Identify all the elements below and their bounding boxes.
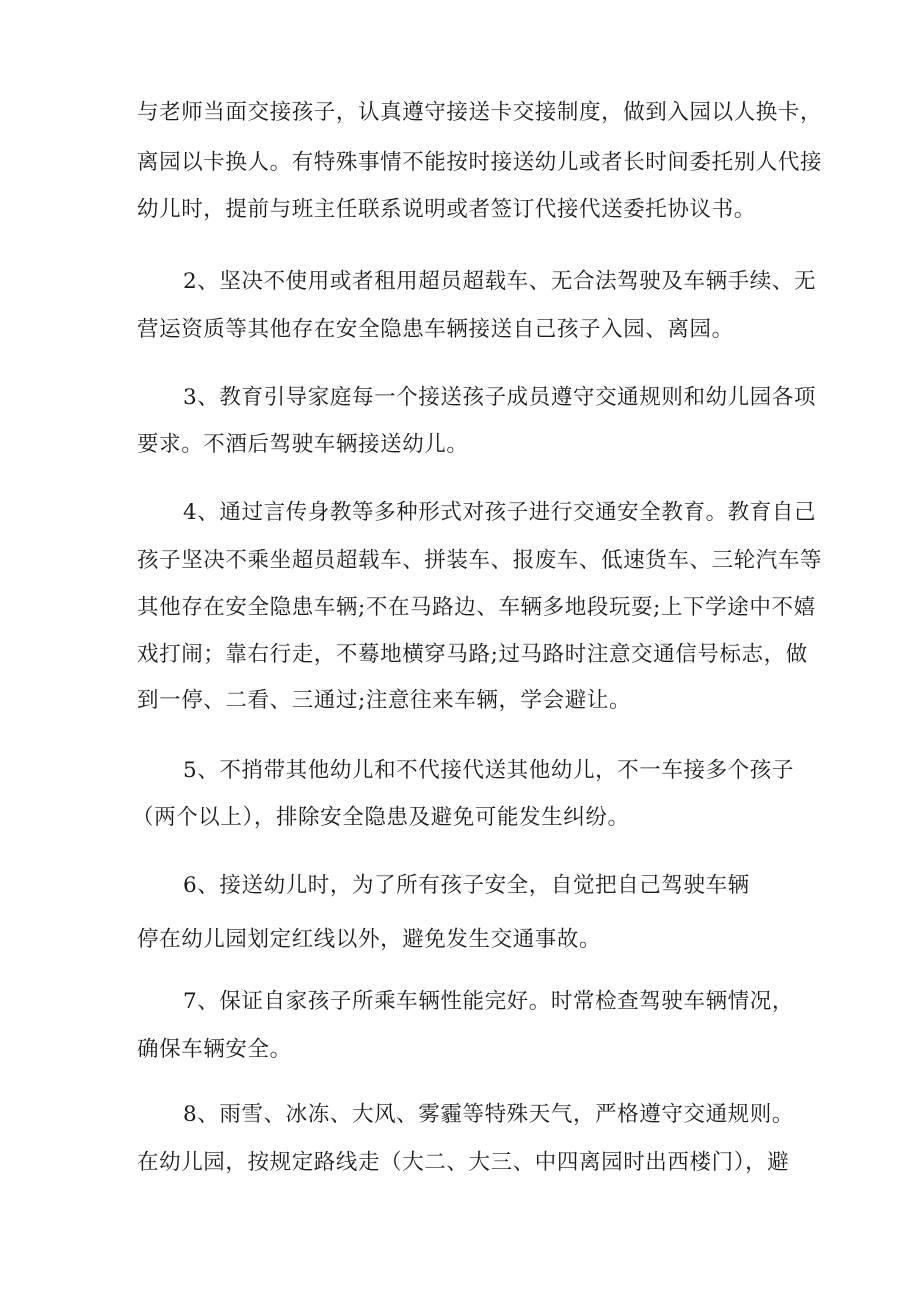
- text-line: 戏打闹；靠右行走，不蓦地横穿马路;过马路时注意交通信号标志，做: [137, 642, 808, 667]
- text-line: 停在幼儿园划定红线以外，避免发生交通事故。: [137, 927, 602, 952]
- text-line: 5、不捎带其他幼儿和不代接代送其他幼儿，不一车接多个孩子: [183, 758, 794, 783]
- text-line: 确保车辆安全。: [137, 1037, 292, 1062]
- text-line: 营运资质等其他存在安全隐患车辆接送自己孩子入园、离园。: [137, 317, 734, 342]
- text-line: 8、雨雪、冰冻、大风、雾霾等特殊天气，严格遵守交通规则。: [183, 1102, 794, 1127]
- text-line: 7、保证自家孩子所乘车辆性能完好。时常检查驾驶车辆情况，: [183, 989, 794, 1014]
- text-line: 要求。不酒后驾驶车辆接送幼儿。: [137, 432, 469, 457]
- text-line: 3、教育引导家庭每一个接送孩子成员遵守交通规则和幼儿园各项: [183, 385, 817, 410]
- text-line: 其他存在安全隐患车辆;不在马路边、车辆多地段玩耍;上下学途中不嬉: [137, 595, 816, 620]
- text-line: 与老师当面交接孩子，认真遵守接送卡交接制度，做到入园以人换卡，: [137, 100, 823, 125]
- text-line: 幼儿时，提前与班主任联系说明或者签订代接代送委托协议书。: [137, 197, 756, 222]
- text-line: 4、通过言传身教等多种形式对孩子进行交通安全教育。教育自己: [183, 500, 817, 525]
- text-line: 2、坚决不使用或者租用超员超载车、无合法驾驶及车辆手续、无: [183, 269, 817, 294]
- text-line: （两个以上），排除安全隐患及避免可能发生纠纷。: [132, 805, 630, 830]
- text-line: 离园以卡换人。有特殊事情不能按时接送幼儿或者长时间委托别人代接: [137, 150, 823, 175]
- text-line: 到一停、二看、三通过;注意往来车辆，学会避让。: [137, 688, 632, 713]
- text-line: 孩子坚决不乘坐超员超载车、拼装车、报废车、低速货车、三轮汽车等: [137, 548, 823, 573]
- text-line: 在幼儿园，按规定路线走（大二、大三、中四离园时出西楼门），避: [137, 1150, 790, 1175]
- text-line: 6、接送幼儿时，为了所有孩子安全，自觉把自己驾驶车辆: [183, 873, 750, 898]
